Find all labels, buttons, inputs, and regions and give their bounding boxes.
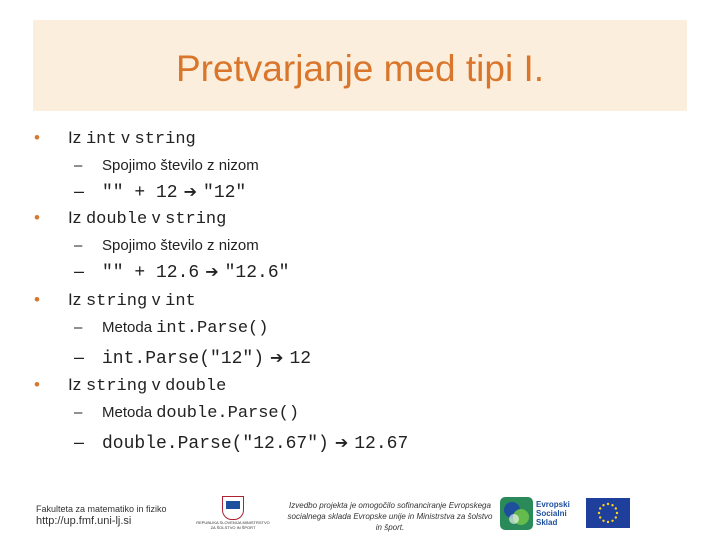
code-expression: int.Parse("12") (102, 349, 265, 369)
bullet-string-to-double (34, 375, 226, 396)
arrow-icon: ➔ (270, 348, 284, 367)
dash-marker: – (74, 432, 85, 452)
arrow-icon: ➔ (334, 433, 349, 452)
subitem-example-double (74, 261, 289, 283)
type-name: string (165, 210, 227, 229)
slide-title: Pretvarjanje med tipi I. (175, 48, 545, 89)
arrow-icon: ➔ (183, 182, 198, 201)
subitem-example-parse-double (74, 432, 408, 454)
esf-label (536, 500, 570, 527)
subitem-text: Spojimo število z nizom (102, 157, 259, 174)
bullet-prefix: Iz (68, 128, 86, 147)
type-name: string (85, 292, 148, 311)
subitem-text: Metoda (102, 319, 157, 336)
method-name: double.Parse() (156, 404, 300, 423)
bullet-connector: v (147, 375, 166, 394)
crest-caption: REPUBLIKA SLOVENIJA MINISTRSTVO ZA ŠOLSTVO IN ŠPORT (196, 520, 270, 530)
code-expression: double.Parse("12.67") (102, 434, 329, 454)
dash-marker: – (74, 347, 85, 367)
subitem-concat-double (74, 237, 259, 254)
dash-marker: – (74, 157, 83, 174)
faculty-name: Fakulteta za matematiko in fiziko (36, 504, 167, 514)
dash-marker: – (74, 404, 83, 421)
bullet-connector: v (147, 208, 166, 227)
bullet-dot: • (34, 375, 40, 394)
code-expression: "" + 12 (102, 183, 178, 203)
type-name: double (85, 210, 148, 229)
subitem-text: Metoda (102, 404, 157, 421)
code-result: "12" (203, 183, 247, 203)
esf-line: Evropski (536, 500, 570, 509)
coat-of-arms-icon (222, 496, 244, 520)
type-name: int (85, 130, 117, 149)
dash-marker: – (74, 181, 85, 201)
code-result: 12.67 (354, 434, 409, 454)
type-name: int (165, 292, 196, 311)
type-name: string (85, 377, 148, 396)
bullet-dot: • (34, 128, 40, 147)
dash-marker: – (74, 319, 83, 336)
dash-marker: – (74, 261, 85, 281)
bullet-prefix: Iz (68, 208, 86, 227)
subitem-example-int (74, 181, 246, 203)
ministry-crest (196, 496, 270, 530)
subitem-method-double (74, 404, 299, 423)
bullet-dot: • (34, 208, 40, 227)
arrow-icon: ➔ (205, 262, 219, 281)
dash-marker: – (74, 237, 83, 254)
esf-line: Sklad (536, 518, 558, 527)
bullet-connector: v (147, 290, 166, 309)
funding-note: Izvedbo projekta je omogočilo sofinanciranje Evropskega socialnega sklada Evropske unije in Ministrstva za šolstvo in šport. (287, 501, 493, 532)
code-result: "12.6" (224, 263, 290, 283)
esf-line: Socialni (536, 509, 567, 518)
bullet-dot: • (34, 290, 40, 309)
method-name: int.Parse() (156, 319, 269, 338)
eu-flag-icon (586, 498, 630, 528)
type-name: double (165, 377, 227, 396)
bullet-string-to-int (34, 290, 196, 311)
subitem-method-int (74, 319, 268, 338)
subitem-concat-int (74, 157, 259, 174)
bullet-prefix: Iz (68, 375, 86, 394)
subitem-example-parse-int (74, 347, 311, 369)
bullet-prefix: Iz (68, 290, 86, 309)
subitem-text: Spojimo število z nizom (102, 237, 259, 254)
faculty-url[interactable]: http://up.fmf.uni-lj.si (36, 515, 132, 527)
code-expression: "" + 12.6 (102, 263, 200, 283)
bullet-double-to-string (34, 208, 226, 229)
esf-logo-icon (500, 497, 533, 530)
type-name: string (134, 130, 196, 149)
code-result: 12 (289, 349, 312, 369)
bullet-connector: v (116, 128, 135, 147)
bullet-int-to-string (34, 128, 196, 149)
